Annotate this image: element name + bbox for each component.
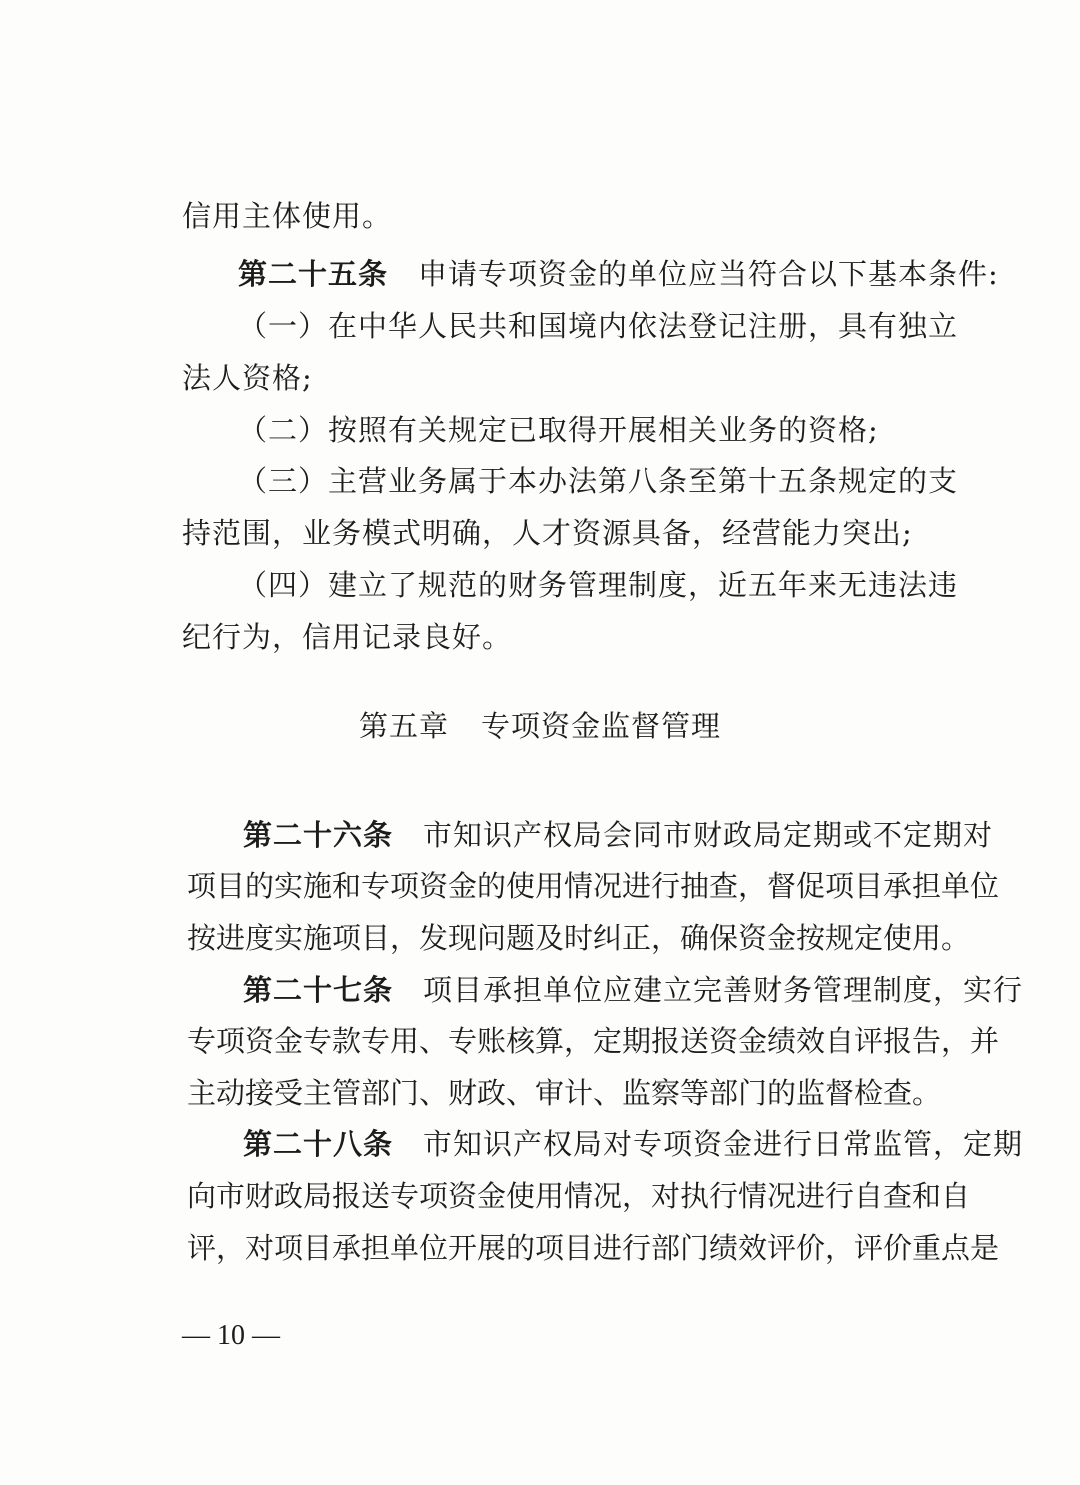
- text-line: 持范围，业务模式明确，人才资源具备，经营能力突出;: [182, 516, 913, 550]
- text-line: 向市财政局报送专项资金使用情况，对执行情况进行自查和自: [187, 1179, 971, 1213]
- text-line: 评，对项目承担单位开展的项目进行部门绩效评价，评价重点是: [187, 1231, 1000, 1265]
- text-line: 纪行为，信用记录良好。: [182, 620, 513, 654]
- text-line: 按进度实施项目，发现问题及时纠正，确保资金按规定使用。: [187, 921, 971, 955]
- text-line: （三）主营业务属于本办法第八条至第十五条规定的支: [238, 464, 959, 498]
- text-line: 专项资金专款专用、专账核算，定期报送资金绩效自评报告，并: [187, 1024, 1000, 1058]
- article-26-title: 第二十六条: [243, 818, 394, 852]
- text-line: 法人资格;: [182, 361, 313, 395]
- text-line: （四）建立了规范的财务管理制度，近五年来无违法违: [238, 568, 959, 602]
- chapter-heading: [0, 706, 1080, 746]
- chapter-number: 第五章: [358, 709, 449, 743]
- text-line: （二）按照有关规定已取得开展相关业务的资格;: [238, 413, 879, 447]
- text-line: 信用主体使用。: [182, 199, 393, 233]
- text-line: 主动接受主管部门、财政、审计、监察等部门的监督检查。: [187, 1076, 942, 1110]
- text-line: 项目的实施和专项资金的使用情况进行抽查，督促项目承担单位: [187, 869, 1000, 903]
- article-25-title: 第二十五条: [238, 257, 389, 291]
- article-28-text: 市知识产权局对专项资金进行日常监管，定期: [423, 1127, 1024, 1161]
- article-27-title: 第二十七条: [243, 973, 394, 1007]
- article-28-line: [243, 1124, 1023, 1164]
- article-27-text: 项目承担单位应建立完善财务管理制度，实行: [423, 973, 1024, 1007]
- chapter-title: 专项资金监督管理: [481, 709, 722, 743]
- article-27-line: [243, 970, 1023, 1010]
- article-26-text: 市知识产权局会同市财政局定期或不定期对: [423, 818, 994, 852]
- article-25-line: [238, 254, 999, 294]
- page-number: — 10 —: [182, 1320, 280, 1351]
- article-25-text: 申请专项资金的单位应当符合以下基本条件:: [418, 257, 999, 291]
- text-line: （一）在中华人民共和国境内依法登记注册，具有独立: [238, 309, 959, 343]
- article-26-line: [243, 815, 993, 855]
- article-28-title: 第二十八条: [243, 1127, 394, 1161]
